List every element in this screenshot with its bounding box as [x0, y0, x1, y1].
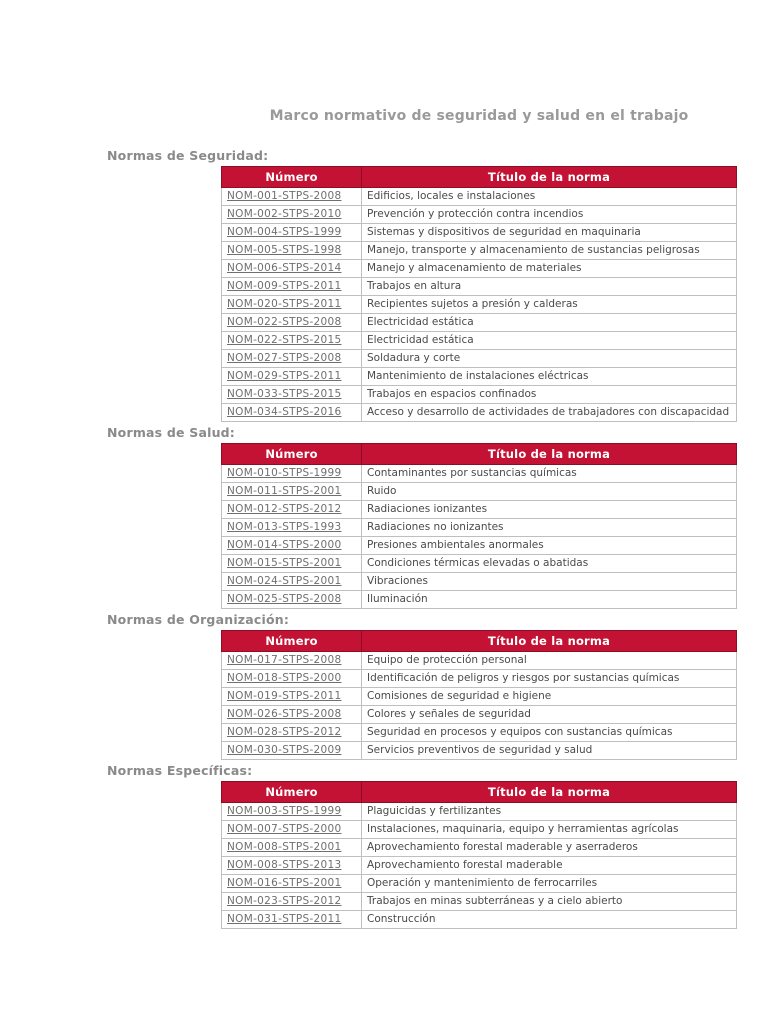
- norm-link[interactable]: NOM-005-STPS-1998: [227, 244, 342, 256]
- table-row: [222, 875, 737, 893]
- table-row: [222, 688, 737, 706]
- norm-link[interactable]: NOM-008-STPS-2013: [227, 859, 342, 871]
- column-header-titulo: Título de la norma: [362, 782, 737, 803]
- norm-title: Condiciones térmicas elevadas o abatidas: [362, 555, 737, 573]
- table-row: [222, 839, 737, 857]
- norm-number-cell: [222, 839, 362, 857]
- norm-number-cell: [222, 591, 362, 609]
- table-header-row: [222, 631, 737, 652]
- norm-link[interactable]: NOM-028-STPS-2012: [227, 726, 342, 738]
- norm-link[interactable]: NOM-014-STPS-2000: [227, 539, 342, 551]
- column-header-titulo: Título de la norma: [362, 167, 737, 188]
- norm-title: Acceso y desarrollo de actividades de trabajadores con discapacidad: [362, 404, 737, 422]
- table-row: [222, 483, 737, 501]
- norm-link[interactable]: NOM-027-STPS-2008: [227, 352, 342, 364]
- norm-number-cell: [222, 821, 362, 839]
- norm-number-cell: [222, 314, 362, 332]
- norm-number-cell: [222, 278, 362, 296]
- norm-number-cell: [222, 224, 362, 242]
- norm-number-cell: [222, 724, 362, 742]
- norm-title: Equipo de protección personal: [362, 652, 737, 670]
- norm-number-cell: [222, 875, 362, 893]
- norms-table: [221, 166, 737, 422]
- norm-link[interactable]: NOM-033-STPS-2015: [227, 388, 342, 400]
- norm-number-cell: [222, 332, 362, 350]
- norm-number-cell: [222, 706, 362, 724]
- table-row: [222, 555, 737, 573]
- norm-link[interactable]: NOM-011-STPS-2001: [227, 485, 342, 497]
- norm-title: Contaminantes por sustancias químicas: [362, 465, 737, 483]
- norm-number-cell: [222, 242, 362, 260]
- norm-link[interactable]: NOM-031-STPS-2011: [227, 913, 342, 925]
- table-row: [222, 206, 737, 224]
- norm-link[interactable]: NOM-020-STPS-2011: [227, 298, 342, 310]
- norms-table: [221, 630, 737, 760]
- norm-link[interactable]: NOM-012-STPS-2012: [227, 503, 342, 515]
- table-row: [222, 803, 737, 821]
- table-row: [222, 314, 737, 332]
- norm-number-cell: [222, 857, 362, 875]
- norm-title: Servicios preventivos de seguridad y salud: [362, 742, 737, 760]
- norm-number-cell: [222, 742, 362, 760]
- table-header-row: [222, 167, 737, 188]
- column-header-titulo: Título de la norma: [362, 444, 737, 465]
- table-row: [222, 706, 737, 724]
- norm-title: Mantenimiento de instalaciones eléctricas: [362, 368, 737, 386]
- table-row: [222, 573, 737, 591]
- norm-title: Colores y señales de seguridad: [362, 706, 737, 724]
- norm-title: Operación y mantenimiento de ferrocarriles: [362, 875, 737, 893]
- norm-title: Radiaciones ionizantes: [362, 501, 737, 519]
- norm-link[interactable]: NOM-024-STPS-2001: [227, 575, 342, 587]
- table-row: [222, 519, 737, 537]
- table-row: [222, 404, 737, 422]
- norm-number-cell: [222, 260, 362, 278]
- table-row: [222, 670, 737, 688]
- norm-link[interactable]: NOM-006-STPS-2014: [227, 262, 342, 274]
- page-title: Marco normativo de seguridad y salud en el trabajo: [269, 108, 689, 124]
- table-row: [222, 652, 737, 670]
- norm-link[interactable]: NOM-023-STPS-2012: [227, 895, 342, 907]
- table-row: [222, 821, 737, 839]
- norm-title: Seguridad en procesos y equipos con sustancias químicas: [362, 724, 737, 742]
- norm-number-cell: [222, 573, 362, 591]
- table-row: [222, 893, 737, 911]
- norm-link[interactable]: NOM-010-STPS-1999: [227, 467, 342, 479]
- table-row: [222, 296, 737, 314]
- table-row: [222, 742, 737, 760]
- table-row: [222, 386, 737, 404]
- table-row: [222, 501, 737, 519]
- norm-number-cell: [222, 368, 362, 386]
- norm-title: Aprovechamiento forestal maderable: [362, 857, 737, 875]
- norm-link[interactable]: NOM-022-STPS-2008: [227, 316, 342, 328]
- norm-title: Radiaciones no ionizantes: [362, 519, 737, 537]
- norm-title: Construcción: [362, 911, 737, 929]
- norm-link[interactable]: NOM-018-STPS-2000: [227, 672, 342, 684]
- norm-number-cell: [222, 519, 362, 537]
- norm-title: Recipientes sujetos a presión y calderas: [362, 296, 737, 314]
- norm-link[interactable]: NOM-004-STPS-1999: [227, 226, 342, 238]
- norm-number-cell: [222, 404, 362, 422]
- column-header-numero: Número: [222, 782, 362, 803]
- column-header-numero: Número: [222, 167, 362, 188]
- table-row: [222, 278, 737, 296]
- section-heading: Normas de Organización:: [107, 612, 290, 627]
- norm-title: Electricidad estática: [362, 332, 737, 350]
- norm-link[interactable]: NOM-001-STPS-2008: [227, 190, 342, 202]
- norm-link[interactable]: NOM-019-STPS-2011: [227, 690, 342, 702]
- table-row: [222, 537, 737, 555]
- norm-number-cell: [222, 803, 362, 821]
- table-row: [222, 857, 737, 875]
- norm-number-cell: [222, 911, 362, 929]
- norms-table: [221, 443, 737, 609]
- table-row: [222, 911, 737, 929]
- norm-title: Identificación de peligros y riesgos por sustancias químicas: [362, 670, 737, 688]
- table-row: [222, 260, 737, 278]
- sections-container: [0, 148, 768, 929]
- norm-link[interactable]: NOM-030-STPS-2009: [227, 744, 342, 756]
- norm-title: Edificios, locales e instalaciones: [362, 188, 737, 206]
- norm-link[interactable]: NOM-008-STPS-2001: [227, 841, 342, 853]
- norm-title: Electricidad estática: [362, 314, 737, 332]
- norm-link[interactable]: NOM-007-STPS-2000: [227, 823, 342, 835]
- section-heading: Normas de Seguridad:: [107, 148, 269, 163]
- norm-link[interactable]: NOM-034-STPS-2016: [227, 406, 342, 418]
- norm-link[interactable]: NOM-025-STPS-2008: [227, 593, 342, 605]
- norm-number-cell: [222, 350, 362, 368]
- norm-link[interactable]: NOM-013-STPS-1993: [227, 521, 342, 533]
- norm-number-cell: [222, 386, 362, 404]
- table-row: [222, 591, 737, 609]
- norm-number-cell: [222, 483, 362, 501]
- norm-number-cell: [222, 652, 362, 670]
- norm-title: Plaguicidas y fertilizantes: [362, 803, 737, 821]
- norm-link[interactable]: NOM-029-STPS-2011: [227, 370, 342, 382]
- section-heading: Normas de Salud:: [107, 425, 236, 440]
- norm-title: Trabajos en altura: [362, 278, 737, 296]
- norm-number-cell: [222, 206, 362, 224]
- norm-title: Soldadura y corte: [362, 350, 737, 368]
- norm-title: Ruido: [362, 483, 737, 501]
- column-header-numero: Número: [222, 444, 362, 465]
- norm-number-cell: [222, 188, 362, 206]
- table-header-row: [222, 782, 737, 803]
- table-row: [222, 188, 737, 206]
- norm-number-cell: [222, 688, 362, 706]
- table-row: [222, 724, 737, 742]
- norms-table: [221, 781, 737, 929]
- norm-number-cell: [222, 465, 362, 483]
- norm-title: Instalaciones, maquinaria, equipo y herramientas agrícolas: [362, 821, 737, 839]
- norm-link[interactable]: NOM-003-STPS-1999: [227, 805, 342, 817]
- norm-link[interactable]: NOM-015-STPS-2001: [227, 557, 342, 569]
- norm-title: Manejo y almacenamiento de materiales: [362, 260, 737, 278]
- table-row: [222, 368, 737, 386]
- norm-title: Trabajos en espacios confinados: [362, 386, 737, 404]
- norm-link[interactable]: NOM-017-STPS-2008: [227, 654, 342, 666]
- table-row: [222, 224, 737, 242]
- norm-number-cell: [222, 893, 362, 911]
- norm-number-cell: [222, 501, 362, 519]
- column-header-titulo: Título de la norma: [362, 631, 737, 652]
- column-header-numero: Número: [222, 631, 362, 652]
- table-row: [222, 350, 737, 368]
- table-row: [222, 242, 737, 260]
- norm-title: Iluminación: [362, 591, 737, 609]
- norm-title: Manejo, transporte y almacenamiento de sustancias peligrosas: [362, 242, 737, 260]
- norm-title: Vibraciones: [362, 573, 737, 591]
- norm-link[interactable]: NOM-002-STPS-2010: [227, 208, 342, 220]
- section-heading: Normas Específicas:: [107, 763, 253, 778]
- norm-link[interactable]: NOM-022-STPS-2015: [227, 334, 342, 346]
- norm-title: Prevención y protección contra incendios: [362, 206, 737, 224]
- table-header-row: [222, 444, 737, 465]
- table-row: [222, 465, 737, 483]
- norm-title: Sistemas y dispositivos de seguridad en maquinaria: [362, 224, 737, 242]
- norm-link[interactable]: NOM-016-STPS-2001: [227, 877, 342, 889]
- norm-title: Comisiones de seguridad e higiene: [362, 688, 737, 706]
- norm-title: Trabajos en minas subterráneas y a cielo abierto: [362, 893, 737, 911]
- norm-number-cell: [222, 537, 362, 555]
- norm-title: Aprovechamiento forestal maderable y aserraderos: [362, 839, 737, 857]
- norm-title: Presiones ambientales anormales: [362, 537, 737, 555]
- norm-number-cell: [222, 555, 362, 573]
- norm-link[interactable]: NOM-009-STPS-2011: [227, 280, 342, 292]
- norm-link[interactable]: NOM-026-STPS-2008: [227, 708, 342, 720]
- norm-number-cell: [222, 670, 362, 688]
- norm-number-cell: [222, 296, 362, 314]
- table-row: [222, 332, 737, 350]
